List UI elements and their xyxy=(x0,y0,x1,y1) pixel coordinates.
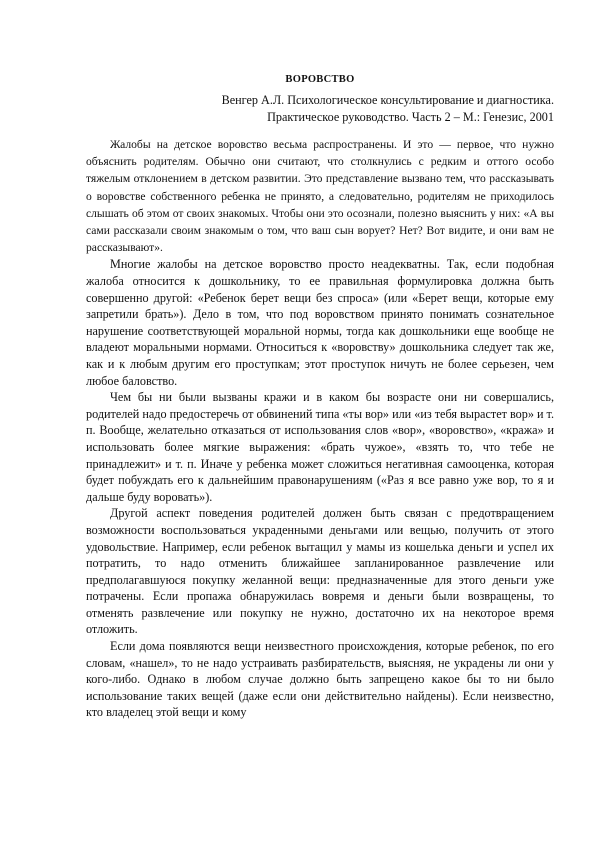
document-page xyxy=(86,72,554,721)
document-title: ВОРОВСТВО xyxy=(285,74,355,85)
body-paragraph: Если дома появляются вещи неизвестного происхождения, которые ребенок, по его словам, «нашел», то не надо устраивать разбирательств, выясняя, не украдены ли они у кого-либо. Однако в любом случае должно быть запрещено какое бы то ни было использование таких вещей (даже если они действительно найдены). Если неизвестно, кто владелец этой вещи и кому xyxy=(86,639,554,720)
body-paragraph: Чем бы ни были вызваны кражи и в каком бы возрасте они ни совершались, родителей надо предостеречь от обвинений типа «ты вор» или «из тебя вырастет вор» и т. п. Вообще, желательно отказаться от использования слов «вор», «воровство», «кража» и использовать более мягкие выражения: «брать чужое», «взять то, что тебе не принадлежит» и т. п. Иначе у ребенка может сложиться негативная самооценка, которая будет побуждать его к дальнейшим правонарушениям («Раз я все равно уже вор, то я и дальше буду воровать»). xyxy=(86,390,554,504)
source-line-1: Венгер А.Л. Психологическое консультирование и диагностика. xyxy=(221,93,554,107)
body-paragraph: Другой аспект поведения родителей должен быть связан с предотвращением возможности воспользоваться украденными деньгами или вещью, получить от этого удовольствие. Например, если ребенок вытащил у мамы из кошелька деньги и успел их потратить, то надо отменить ближайшее запланированное развлечение или предполагавшуюся покупку желанной вещи: предназначенные для этого деньги уже потрачены. Если пропажа обнаружилась вовремя и деньги были возвращены, то отменять развлечение или покупку не нужно, достаточно их на некоторое время отложить. xyxy=(86,506,554,637)
abstract-paragraph: Жалобы на детское воровство весьма распространены. И это — первое, что нужно объяснить родителям. Обычно они считают, что столкнулись с редким и оттого особо тяжелым отклонением в детском развитии. Это представление вызвано тем, что рассказывать о воровстве собственного ребенка не принято, а следовательно, родителям не приходилось слышать об этом от своих знакомых. Чтобы они это осознали, полезно выяснить у них: «А вы сами рассказали своим знакомым о том, что ваш сын ворует? Нет? Вот видите, и они вам не рассказывают». xyxy=(86,138,554,255)
source-citation xyxy=(86,92,554,126)
body-paragraph: Многие жалобы на детское воровство просто неадекватны. Так, если подобная жалоба относится к дошкольнику, то ее правильная формулировка должна быть совершенно другой: «Ребенок берет вещи без спроса» (или «Берет вещи, которые ему запретили брать»). Дело в том, что под воровством принято понимать сознательное нарушение соответствующей моральной нормы, тогда как дошкольники еще вообще не владеют моральными нормами. Относиться к «воровству» дошкольника следует так же, как и к любым другим его проступкам; этот проступок ничуть не более серьезен, чем любое баловство. xyxy=(86,257,554,388)
source-line-2: Практическое руководство. Часть 2 – М.: Генезис, 2001 xyxy=(267,110,554,124)
document-body xyxy=(86,256,554,721)
